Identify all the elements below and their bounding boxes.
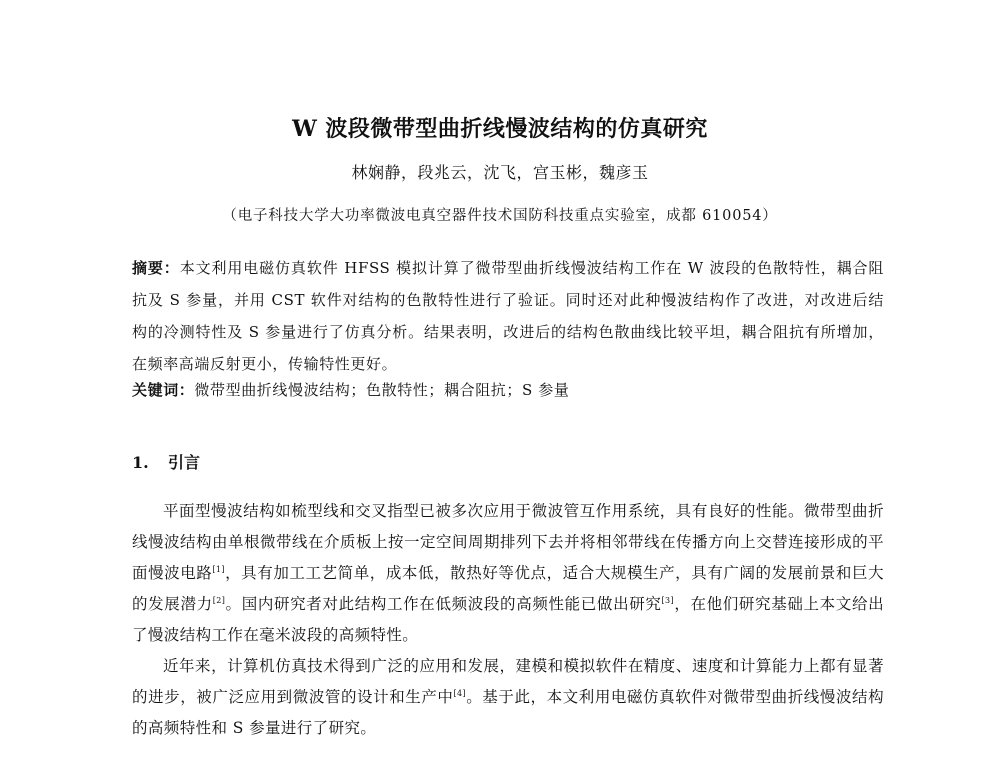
keywords [132,379,569,401]
abstract [132,252,884,380]
citation-ref[interactable]: [2] [212,595,226,605]
section-body [132,496,884,744]
paragraph [132,651,884,744]
paragraph-text: 近年来，计算机仿真技术得到广泛的应用和发展，建模和模拟软件在精度、速度和计算能力上都有显著的进步，被广泛应用到微波管的设计和生产中 [132,657,884,706]
keywords-text: 微带型曲折线慢波结构；色散特性；耦合阻抗；S 参量 [194,381,570,399]
author-list: 林娴静，段兆云，沈飞，宫玉彬，魏彦玉 [351,163,649,182]
paragraph-text: 平面型慢波结构如梳型线和交叉指型已被多次应用于微波管互作用系统，具有良好的性能。微带型曲折线慢波结构由单根微带线在介质板上按一定空间周期排列下去并将相邻带线在传播方向上交替连接形成的平面慢波电路 [132,502,884,582]
paragraph-text: ，具有加工工艺简单，成本低，散热好等优点，适合大规模生产，具有广阔的发展前景和巨大的发展潜力 [132,564,884,613]
paragraph-text: 。基于此，本文利用电磁仿真软件对微带型曲折线慢波结构的高频特性和 S 参量进行了研究。 [132,688,884,737]
paragraph-text: 。国内研究者对此结构工作在低频波段的高频性能已做出研究 [225,595,662,613]
section-heading [132,450,200,473]
citation-ref[interactable]: [3] [661,595,675,605]
citation-ref[interactable]: [4] [453,688,467,698]
keywords-label: 关键词： [132,381,195,399]
paper-title: W 波段微带型曲折线慢波结构的仿真研究 [292,116,708,142]
paragraph [132,496,884,651]
section-number: 1. [132,453,149,472]
citation-ref[interactable]: [1] [212,564,225,574]
abstract-label: 摘要： [132,259,180,277]
section-title: 引言 [168,453,201,472]
paragraph-text: ，在他们研究基础上本文给出了慢波结构工作在毫米波段的高频特性。 [132,595,884,644]
affiliation: （电子科技大学大功率微波电真空器件技术国防科技重点实验室，成都 610054） [222,208,778,224]
abstract-text: 本文利用电磁仿真软件 HFSS 模拟计算了微带型曲折线慢波结构工作在 W 波段的色散特性，耦合阻抗及 S 参量，并用 CST 软件对结构的色散特性进行了验证。同时还对此种慢波结构作了改进，对改进后结构的冷测特性及 S 参量进行了仿真分析。结果表明，改进后的结构色散曲线比较平坦，耦合阻抗有所增加，在频率高端反射更小，传输特性更好。 [132,259,884,373]
